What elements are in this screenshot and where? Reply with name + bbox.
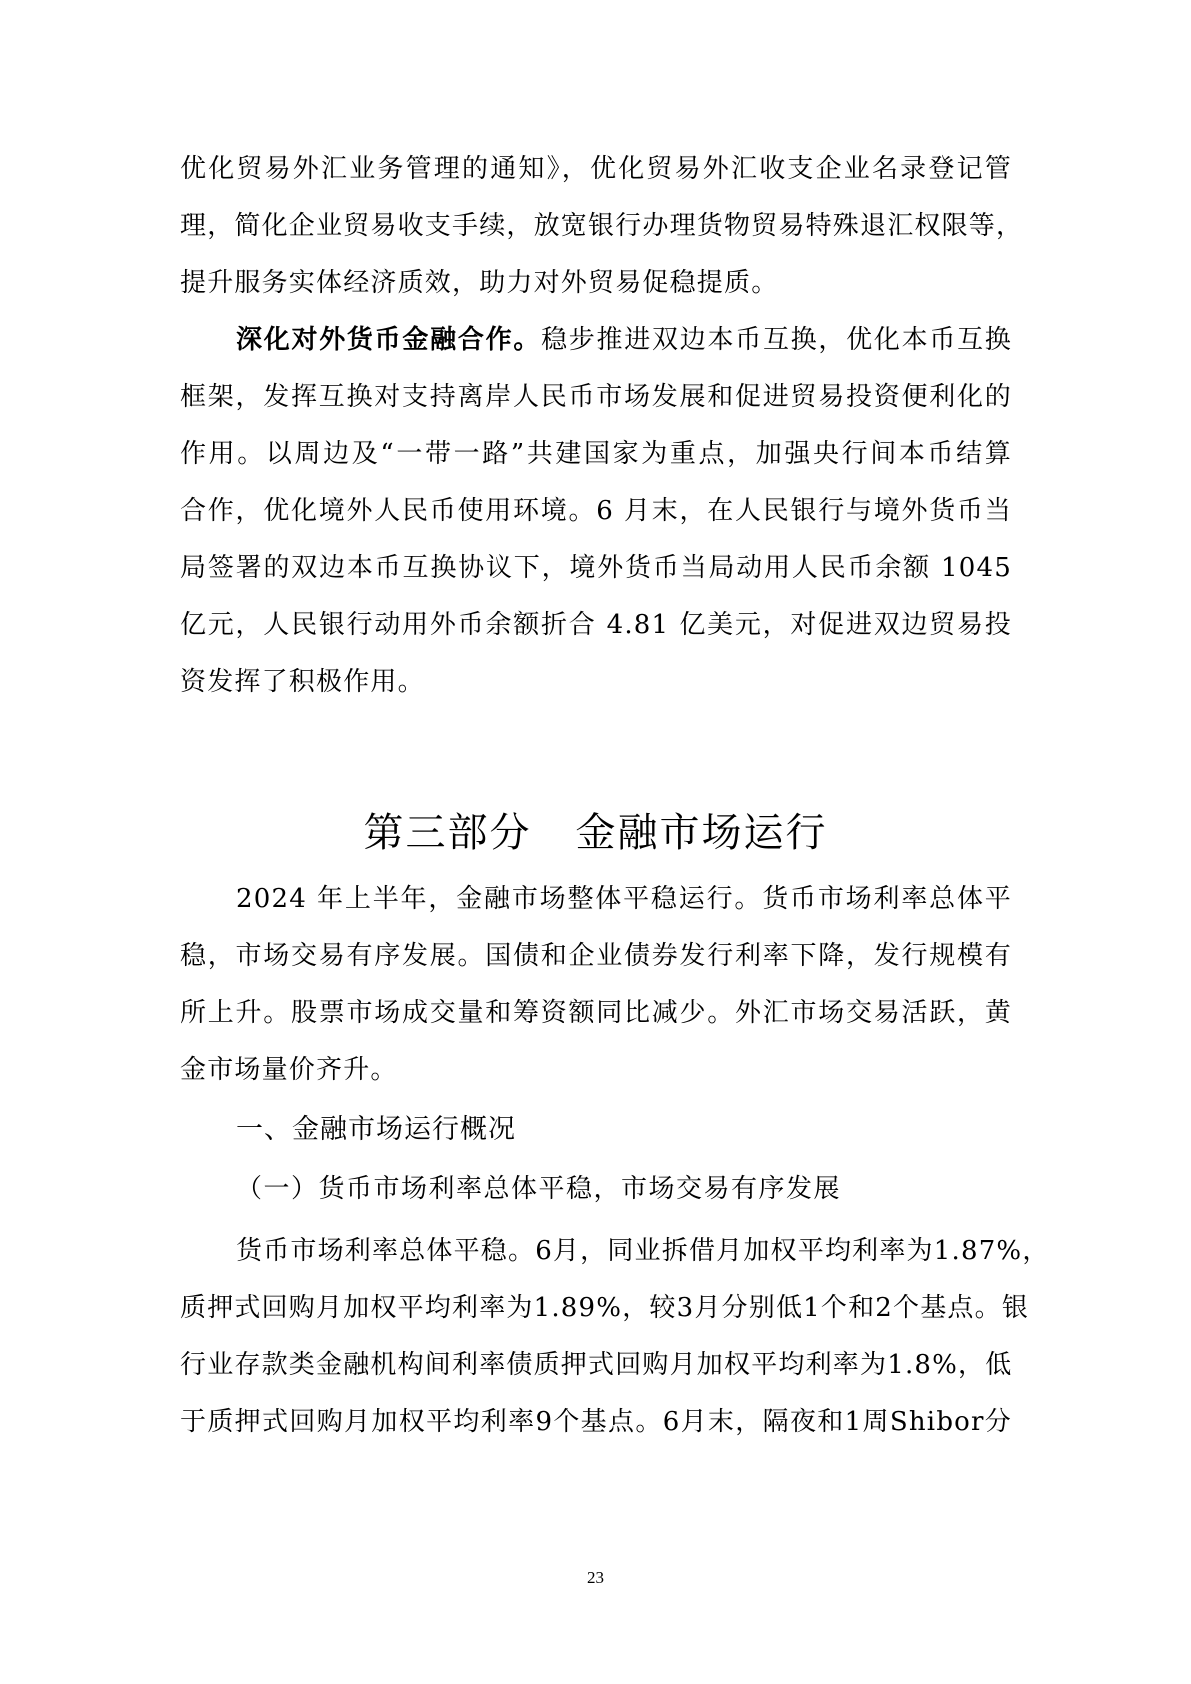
paragraph-line: 亿元，人民银行动用外币余额折合 4.81 亿美元，对促进双边贸易投 — [180, 610, 1012, 640]
paragraph-line: 2024 年上半年，金融市场整体平稳运行。货币市场利率总体平 — [236, 884, 1012, 914]
paragraph-line: 金市场量价齐升。 — [180, 1055, 398, 1085]
paragraph-line: 提升服务实体经济质效，助力对外贸易促稳提质。 — [180, 268, 779, 298]
paragraph-line: 所上升。股票市场成交量和筹资额同比减少。外汇市场交易活跃，黄 — [180, 998, 1012, 1028]
paragraph-line: 于质押式回购月加权平均利率9个基点。6月末，隔夜和1周Shibor分 — [180, 1407, 1012, 1437]
paragraph-line: 理，简化企业贸易收支手续，放宽银行办理货物贸易特殊退汇权限等， — [180, 211, 1024, 241]
paragraph-first-line — [236, 323, 1012, 357]
paragraph-line: 优化贸易外汇业务管理的通知》，优化贸易外汇收支企业名录登记管 — [180, 154, 1012, 184]
subsection-heading: （一）货币市场利率总体平稳，市场交易有序发展 — [236, 1174, 842, 1204]
paragraph-line: 稳，市场交易有序发展。国债和企业债券发行利率下降，发行规模有 — [180, 941, 1012, 971]
paragraph-text: 稳步推进双边本币互换，优化本币互换 — [541, 325, 1013, 355]
paragraph-line: 资发挥了积极作用。 — [180, 667, 425, 697]
paragraph-line: 货币市场利率总体平稳。6月，同业拆借月加权平均利率为1.87%， — [236, 1236, 1050, 1266]
paragraph-line: 质押式回购月加权平均利率为1.89%，较3月分别低1个和2个基点。银 — [180, 1293, 1030, 1323]
paragraph-lead-bold: 深化对外货币金融合作。 — [236, 325, 542, 355]
page-number: 23 — [587, 1568, 604, 1587]
paragraph-line: 行业存款类金融机构间利率债质押式回购月加权平均利率为1.8%，低 — [180, 1350, 1013, 1380]
paragraph-line: 合作，优化境外人民币使用环境。6 月末，在人民银行与境外货币当 — [180, 496, 1012, 526]
paragraph-line: 框架，发挥互换对支持离岸人民币市场发展和促进贸易投资便利化的 — [180, 382, 1012, 412]
part-number: 第三部分 — [363, 810, 532, 856]
section-heading: 一、金融市场运行概况 — [236, 1114, 516, 1145]
part-name: 金融市场运行 — [575, 810, 828, 856]
paragraph-line: 局签署的双边本币互换协议下，境外货币当局动用人民币余额 1045 — [180, 553, 1012, 583]
paragraph-line: 作用。以周边及“一带一路”共建国家为重点，加强央行间本币结算 — [180, 439, 1012, 469]
part-title — [0, 808, 1191, 858]
